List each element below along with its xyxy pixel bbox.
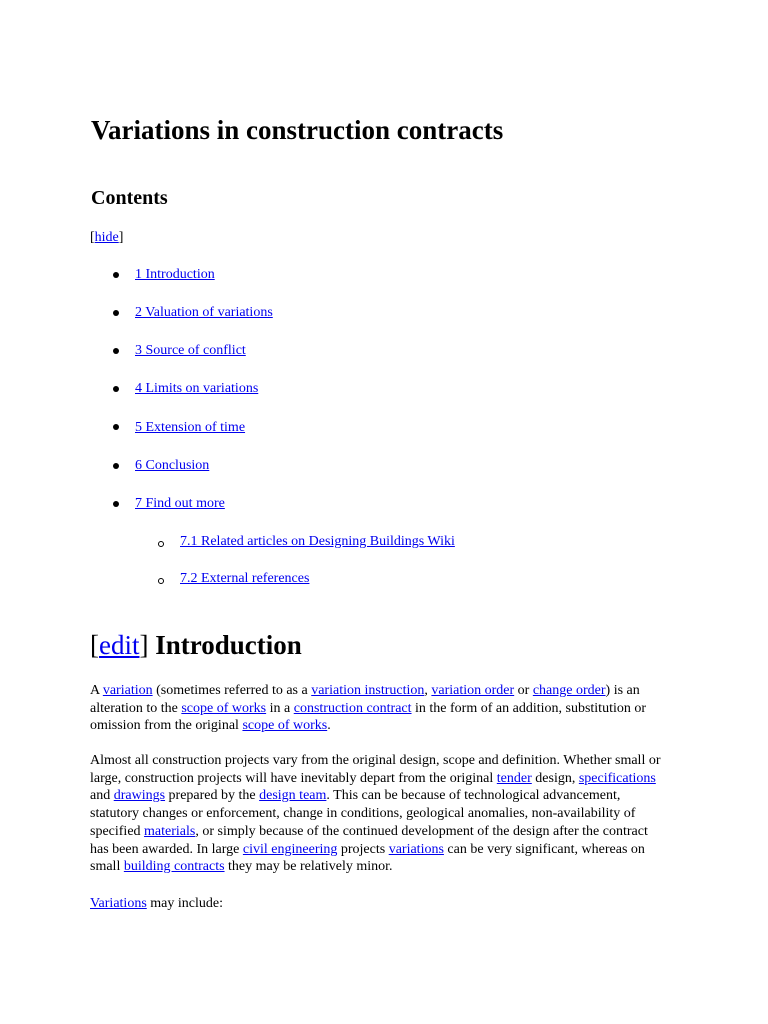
- bullet-icon: [113, 348, 119, 354]
- intro-paragraph-3: [90, 895, 670, 913]
- bullet-icon: [113, 501, 119, 507]
- text: projects: [337, 841, 389, 857]
- contents-heading: Contents: [91, 187, 168, 209]
- edit-close-bracket: ]: [139, 630, 156, 660]
- toc-item-conclusion[interactable]: 6 Conclusion: [135, 458, 210, 473]
- hide-contents-link[interactable]: hide: [94, 230, 119, 245]
- intro-paragraph-2: [90, 752, 670, 876]
- bullet-icon: [113, 272, 119, 278]
- variations-link[interactable]: variations: [388, 841, 444, 857]
- toc-subitem-related-articles[interactable]: 7.1 Related articles on Designing Buildings Wiki: [180, 534, 455, 549]
- variations-link[interactable]: Variations: [90, 896, 147, 911]
- text: and: [90, 788, 114, 804]
- bullet-icon: [113, 424, 119, 430]
- variation-order-link[interactable]: variation order: [431, 683, 515, 698]
- toc-item-limits-on-variations[interactable]: 4 Limits on variations: [135, 381, 259, 396]
- section-heading-introduction: [90, 626, 302, 664]
- bullet-icon: [113, 386, 119, 392]
- change-order-link[interactable]: change order: [532, 683, 606, 698]
- toc-subitem-external-references[interactable]: 7.2 External references: [180, 571, 310, 586]
- text: .: [327, 718, 331, 734]
- design-team-link[interactable]: design team: [259, 788, 327, 804]
- circle-bullet-icon: [158, 541, 164, 547]
- text: A: [90, 683, 103, 698]
- tender-link[interactable]: tender: [496, 770, 532, 786]
- scope-of-works-link[interactable]: scope of works: [242, 718, 328, 734]
- specifications-link[interactable]: specifications: [578, 770, 656, 786]
- section-title: Introduction: [155, 630, 302, 660]
- bullet-icon: [113, 463, 119, 469]
- construction-contract-link[interactable]: construction contract: [293, 700, 412, 716]
- toc-item-find-out-more[interactable]: 7 Find out more: [135, 496, 225, 511]
- materials-link[interactable]: materials: [144, 823, 196, 839]
- text: in a: [266, 700, 294, 716]
- text: Almost all construction projects vary from the original design, scope and definition. Whether small or large, construction projects will have inevitably depart from the original: [90, 753, 661, 786]
- civil-engineering-link[interactable]: civil engineering: [242, 841, 338, 857]
- text: (sometimes referred to as a: [152, 683, 312, 698]
- scope-of-works-link[interactable]: scope of works: [181, 700, 267, 716]
- building-contracts-link[interactable]: building contracts: [123, 859, 225, 875]
- text: can be very significant, whereas on small: [90, 841, 645, 875]
- text: design,: [531, 770, 579, 786]
- edit-section-link[interactable]: edit: [99, 630, 140, 660]
- text: in the form of an addition, substitution or omission from the original: [90, 700, 647, 734]
- variation-instruction-link[interactable]: variation instruction: [311, 683, 425, 698]
- text: . This can be because of technological advancement, statutory changes or enforcement, change in conditions, geological anomalies, non-availability of specified: [90, 788, 636, 839]
- toggle-open-bracket: [: [90, 230, 95, 245]
- contents-toggle: [90, 229, 123, 247]
- toc-item-valuation-of-variations[interactable]: 2 Valuation of variations: [135, 305, 273, 320]
- toc-item-introduction[interactable]: 1 Introduction: [135, 267, 215, 282]
- intro-paragraph-1: [90, 682, 670, 735]
- text: they may be relatively minor.: [224, 859, 393, 875]
- toggle-close-bracket: ]: [118, 230, 124, 245]
- circle-bullet-icon: [158, 578, 164, 584]
- text: prepared by the: [165, 788, 260, 804]
- bullet-icon: [113, 310, 119, 316]
- text: , or simply because of the continued development of the design after the contract has been awarded. In large: [90, 823, 648, 857]
- text: ,: [424, 683, 432, 698]
- text: ) is an alteration to the: [90, 683, 640, 716]
- toc-item-extension-of-time[interactable]: 5 Extension of time: [135, 420, 246, 435]
- text: may include:: [146, 896, 223, 911]
- edit-open-bracket: [: [90, 630, 99, 660]
- page-title: Variations in construction contracts: [91, 115, 504, 145]
- text: or: [514, 683, 533, 698]
- drawings-link[interactable]: drawings: [113, 788, 166, 804]
- variation-link[interactable]: variation: [102, 683, 153, 698]
- toc-item-source-of-conflict[interactable]: 3 Source of conflict: [135, 343, 246, 358]
